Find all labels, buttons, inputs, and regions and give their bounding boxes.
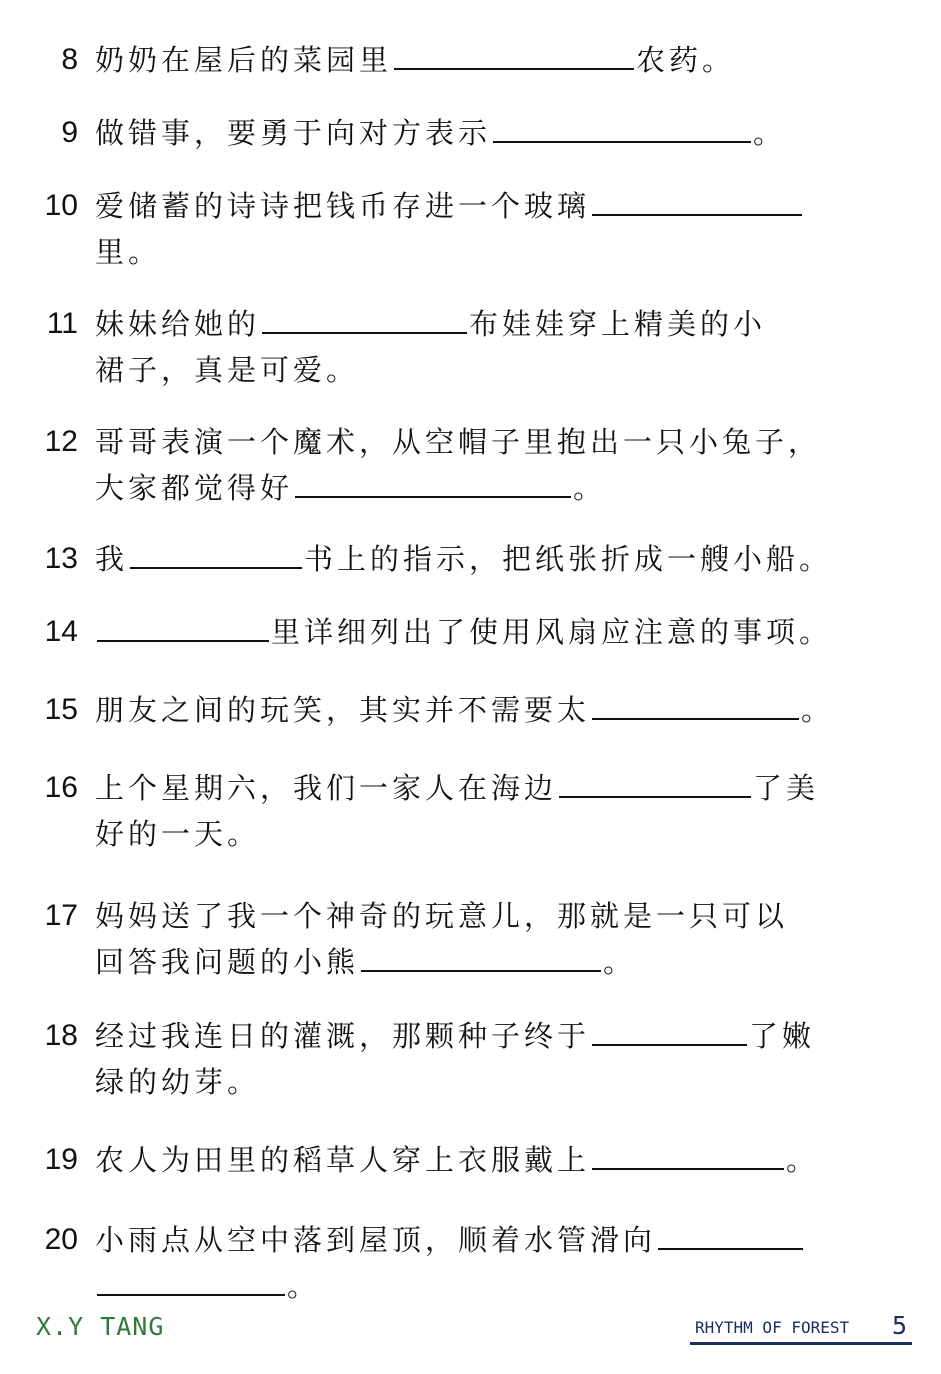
question-line: [95, 541, 832, 577]
question-text: 。: [287, 1269, 321, 1303]
question-line: [95, 424, 821, 460]
question-text: 裙子，真是可爱。: [95, 353, 360, 387]
question-text: 大家都觉得好: [95, 471, 294, 505]
question-number: 9: [61, 116, 78, 149]
question-text: 经过我连日的灌溉，那颗种子终于: [95, 1019, 591, 1053]
question-line: [95, 898, 788, 934]
answer-blank[interactable]: [361, 944, 601, 972]
question-number: 18: [44, 1019, 78, 1052]
answer-blank[interactable]: [592, 1018, 747, 1046]
answer-blank[interactable]: [592, 692, 799, 720]
question-text: 朋友之间的玩笑，其实并不需要太: [95, 693, 591, 727]
answer-blank[interactable]: [493, 115, 751, 143]
answer-blank[interactable]: [97, 614, 269, 642]
question-text: 上个星期六，我们一家人在海边: [95, 771, 558, 805]
question-line: [95, 770, 819, 806]
question-text: 。: [753, 116, 787, 150]
answer-blank[interactable]: [592, 1142, 784, 1170]
question-text: 。: [786, 1143, 820, 1177]
question-number: 17: [44, 899, 78, 932]
question-text: 妹妹给她的: [95, 307, 261, 341]
answer-blank[interactable]: [97, 1268, 285, 1296]
question-line: [95, 188, 804, 224]
answer-blank[interactable]: [559, 770, 751, 798]
question-text: 里。: [95, 235, 162, 269]
series-title: RHYTHM OF FOREST: [695, 1318, 850, 1337]
question-line: [95, 1142, 819, 1178]
question-line: [95, 1018, 815, 1054]
question-line: [95, 1064, 260, 1100]
question-line: [95, 470, 606, 506]
question-line: [95, 352, 359, 388]
answer-blank[interactable]: [295, 470, 571, 498]
question-line: [95, 1222, 805, 1258]
question-text: 哥哥表演一个魔术，从空帽子里抱出一只小兔子，: [95, 425, 822, 459]
question-number: 10: [44, 189, 78, 222]
question-number: 14: [44, 615, 78, 648]
question-text: 了嫩: [749, 1019, 816, 1053]
answer-blank[interactable]: [658, 1222, 803, 1250]
question-text: 了美: [753, 771, 820, 805]
question-text: 妈妈送了我一个神奇的玩意儿，那就是一只可以: [95, 899, 789, 933]
answer-blank[interactable]: [394, 42, 634, 70]
footer-rule: [690, 1342, 912, 1345]
question-line: [95, 692, 834, 728]
question-text: 小雨点从空中落到屋顶，顺着水管滑向: [95, 1223, 657, 1257]
question-line: [95, 306, 766, 342]
question-text: 布娃娃穿上精美的小: [469, 307, 767, 341]
question-text: 里详细列出了使用风扇应注意的事项。: [271, 615, 833, 649]
question-number: 8: [61, 43, 78, 76]
page-number: 5: [892, 1311, 908, 1340]
question-line: [95, 234, 161, 270]
question-line: [95, 42, 735, 78]
question-line: [95, 115, 786, 151]
question-text: 农药。: [636, 43, 736, 77]
answer-blank[interactable]: [262, 306, 467, 334]
question-line: [95, 614, 832, 650]
question-number: 16: [44, 771, 78, 804]
question-text: 我: [95, 542, 129, 576]
question-text: 。: [801, 693, 835, 727]
question-number: 13: [44, 542, 78, 575]
question-text: 绿的幼芽。: [95, 1065, 261, 1099]
question-text: 。: [573, 471, 607, 505]
answer-blank[interactable]: [130, 541, 302, 569]
question-text: 。: [603, 945, 637, 979]
answer-blank[interactable]: [592, 188, 802, 216]
question-text: 做错事，要勇于向对方表示: [95, 116, 492, 150]
question-line: [95, 1268, 320, 1304]
question-text: 书上的指示，把纸张折成一艘小船。: [304, 542, 833, 576]
question-text: 好的一天。: [95, 817, 261, 851]
question-number: 15: [44, 693, 78, 726]
question-number: 20: [44, 1223, 78, 1256]
question-number: 11: [46, 307, 78, 340]
question-number: 12: [44, 425, 78, 458]
author-name: X.Y TANG: [36, 1312, 165, 1341]
question-text: 农人为田里的稻草人穿上衣服戴上: [95, 1143, 591, 1177]
question-text: 爱储蓄的诗诗把钱币存进一个玻璃: [95, 189, 591, 223]
question-number: 19: [44, 1143, 78, 1176]
question-line: [95, 944, 636, 980]
question-text: 奶奶在屋后的菜园里: [95, 43, 393, 77]
question-line: [95, 816, 260, 852]
question-text: 回答我问题的小熊: [95, 945, 360, 979]
